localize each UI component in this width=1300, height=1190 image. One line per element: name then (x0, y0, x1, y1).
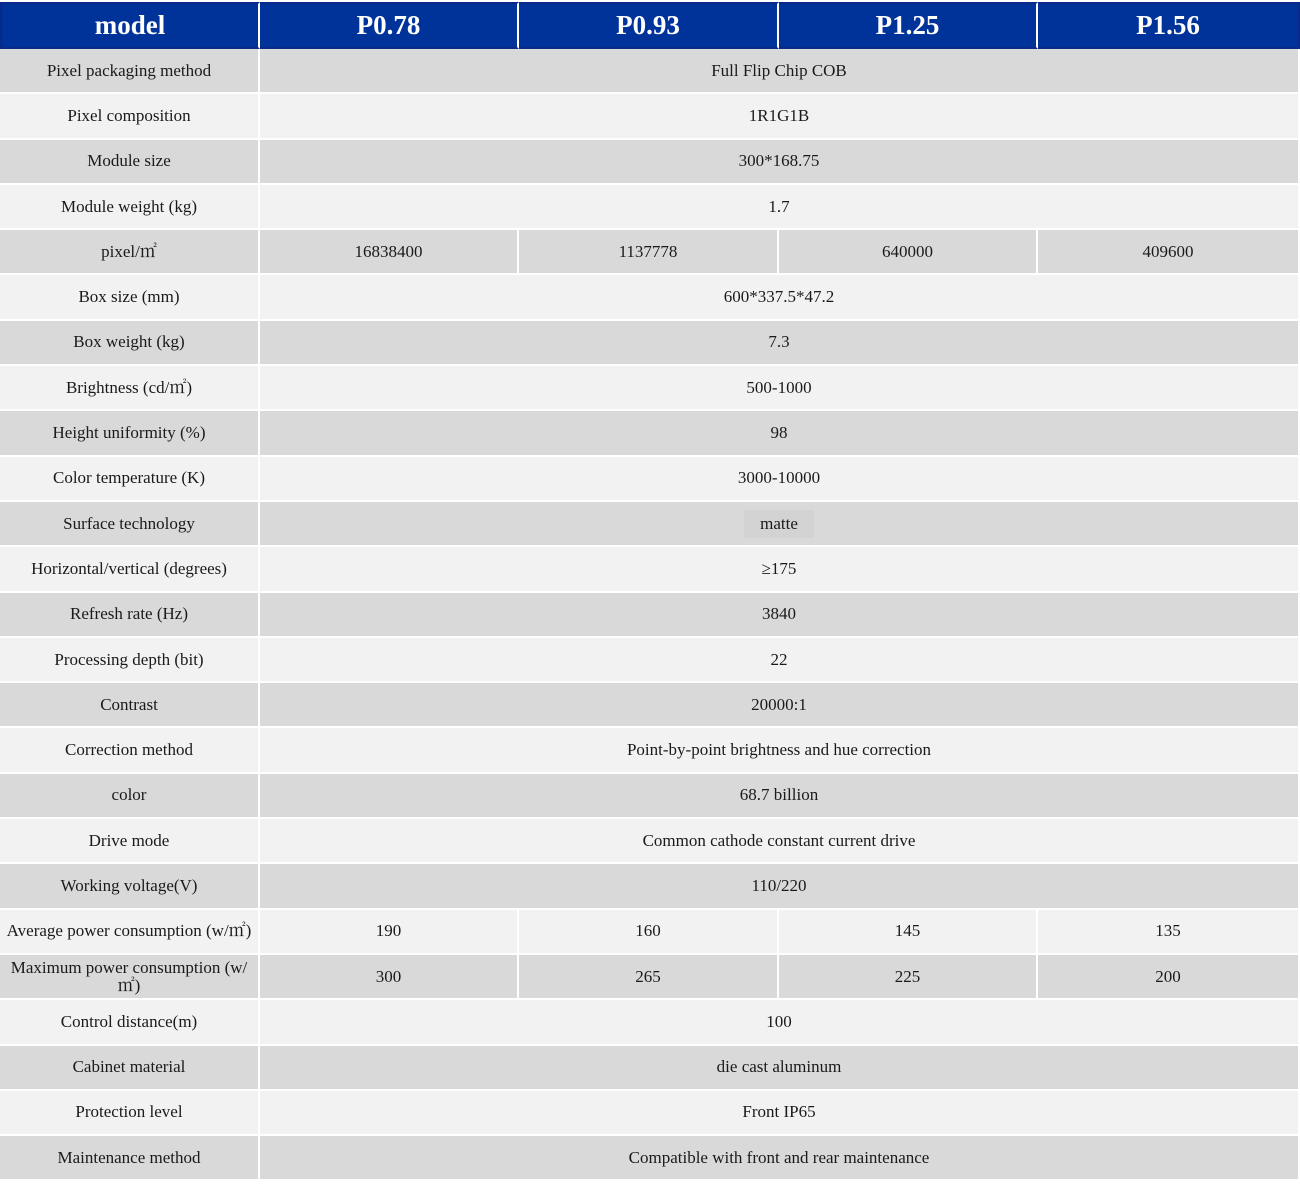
table-row (0, 321, 1300, 366)
row-label: Module weight (kg) (0, 185, 260, 230)
row-label: Cabinet material (0, 1046, 260, 1091)
table-row (0, 366, 1300, 411)
row-value-merged: 600*337.5*47.2 (260, 275, 1300, 320)
header-model-p078: P0.78 (260, 2, 519, 49)
row-value-merged: 1.7 (260, 185, 1300, 230)
header-row (0, 2, 1300, 49)
row-label: Working voltage(V) (0, 864, 260, 909)
row-label: Pixel composition (0, 94, 260, 139)
row-value-merged: 22 (260, 638, 1300, 683)
row-value-merged: 110/220 (260, 864, 1300, 909)
row-label: Pixel packaging method (0, 49, 260, 94)
row-value-merged: 7.3 (260, 321, 1300, 366)
table-row (0, 1091, 1300, 1136)
row-value-chip: matte (744, 510, 814, 538)
header-model-label: model (0, 2, 260, 49)
row-label: Processing depth (bit) (0, 638, 260, 683)
header-model-p125: P1.25 (779, 2, 1038, 49)
row-value-merged: 20000:1 (260, 683, 1300, 728)
table-row (0, 728, 1300, 773)
row-label: Box size (mm) (0, 275, 260, 320)
table-row (0, 910, 1300, 955)
row-value: 200 (1038, 955, 1300, 1000)
table-row (0, 1136, 1300, 1181)
row-value-merged: 500-1000 (260, 366, 1300, 411)
row-label: Drive mode (0, 819, 260, 864)
row-label: Box weight (kg) (0, 321, 260, 366)
table-body (0, 49, 1300, 1181)
row-value-merged: 3000-10000 (260, 457, 1300, 502)
row-value: 265 (519, 955, 779, 1000)
row-label: Surface technology (0, 502, 260, 547)
row-value-merged: ≥175 (260, 547, 1300, 592)
row-value-merged: 68.7 billion (260, 774, 1300, 819)
row-value: 145 (779, 910, 1038, 955)
row-label: Protection level (0, 1091, 260, 1136)
row-value-merged: 3840 (260, 593, 1300, 638)
row-label: Contrast (0, 683, 260, 728)
table-row (0, 185, 1300, 230)
row-value: 300 (260, 955, 519, 1000)
row-label: Correction method (0, 728, 260, 773)
table-row (0, 275, 1300, 320)
row-value: 16838400 (260, 230, 519, 275)
header-model-p093: P0.93 (519, 2, 779, 49)
table-row (0, 683, 1300, 728)
row-value: 409600 (1038, 230, 1300, 275)
row-label: Height uniformity (%) (0, 411, 260, 456)
row-label: Refresh rate (Hz) (0, 593, 260, 638)
row-label: Brightness (cd/㎡) (0, 366, 260, 411)
table-row (0, 49, 1300, 94)
row-value-merged: 300*168.75 (260, 140, 1300, 185)
table-header (0, 2, 1300, 49)
table-row (0, 94, 1300, 139)
row-label: Maximum power consumption (w/㎡) (0, 955, 260, 1000)
row-value-merged: 98 (260, 411, 1300, 456)
row-value-merged: Full Flip Chip COB (260, 49, 1300, 94)
row-value-merged: Compatible with front and rear maintenance (260, 1136, 1300, 1181)
table-row (0, 502, 1300, 547)
row-value: 190 (260, 910, 519, 955)
header-model-p156: P1.56 (1038, 2, 1300, 49)
row-value-merged: Common cathode constant current drive (260, 819, 1300, 864)
row-value: 225 (779, 955, 1038, 1000)
row-value-merged: die cast aluminum (260, 1046, 1300, 1091)
table-row (0, 864, 1300, 909)
row-value: 135 (1038, 910, 1300, 955)
table-row (0, 140, 1300, 185)
row-value-merged: Front IP65 (260, 1091, 1300, 1136)
table-row (0, 819, 1300, 864)
row-value-merged: 100 (260, 1000, 1300, 1045)
row-label: Control distance(m) (0, 1000, 260, 1045)
row-label: Color temperature (K) (0, 457, 260, 502)
table-row (0, 1000, 1300, 1045)
table-row (0, 230, 1300, 275)
row-label: pixel/㎡ (0, 230, 260, 275)
row-label: color (0, 774, 260, 819)
row-label: Horizontal/vertical (degrees) (0, 547, 260, 592)
row-value: 160 (519, 910, 779, 955)
table-row (0, 638, 1300, 683)
row-label: Module size (0, 140, 260, 185)
table-row (0, 457, 1300, 502)
row-value-merged: 1R1G1B (260, 94, 1300, 139)
row-value-merged (260, 502, 1300, 547)
row-label: Average power consumption (w/㎡) (0, 910, 260, 955)
row-value: 1137778 (519, 230, 779, 275)
table-row (0, 774, 1300, 819)
row-label: Maintenance method (0, 1136, 260, 1181)
table-row (0, 547, 1300, 592)
table-row (0, 1046, 1300, 1091)
row-value: 640000 (779, 230, 1038, 275)
spec-table (0, 2, 1300, 1181)
table-row (0, 411, 1300, 456)
table-row (0, 955, 1300, 1000)
row-value-merged: Point-by-point brightness and hue correction (260, 728, 1300, 773)
table-row (0, 593, 1300, 638)
